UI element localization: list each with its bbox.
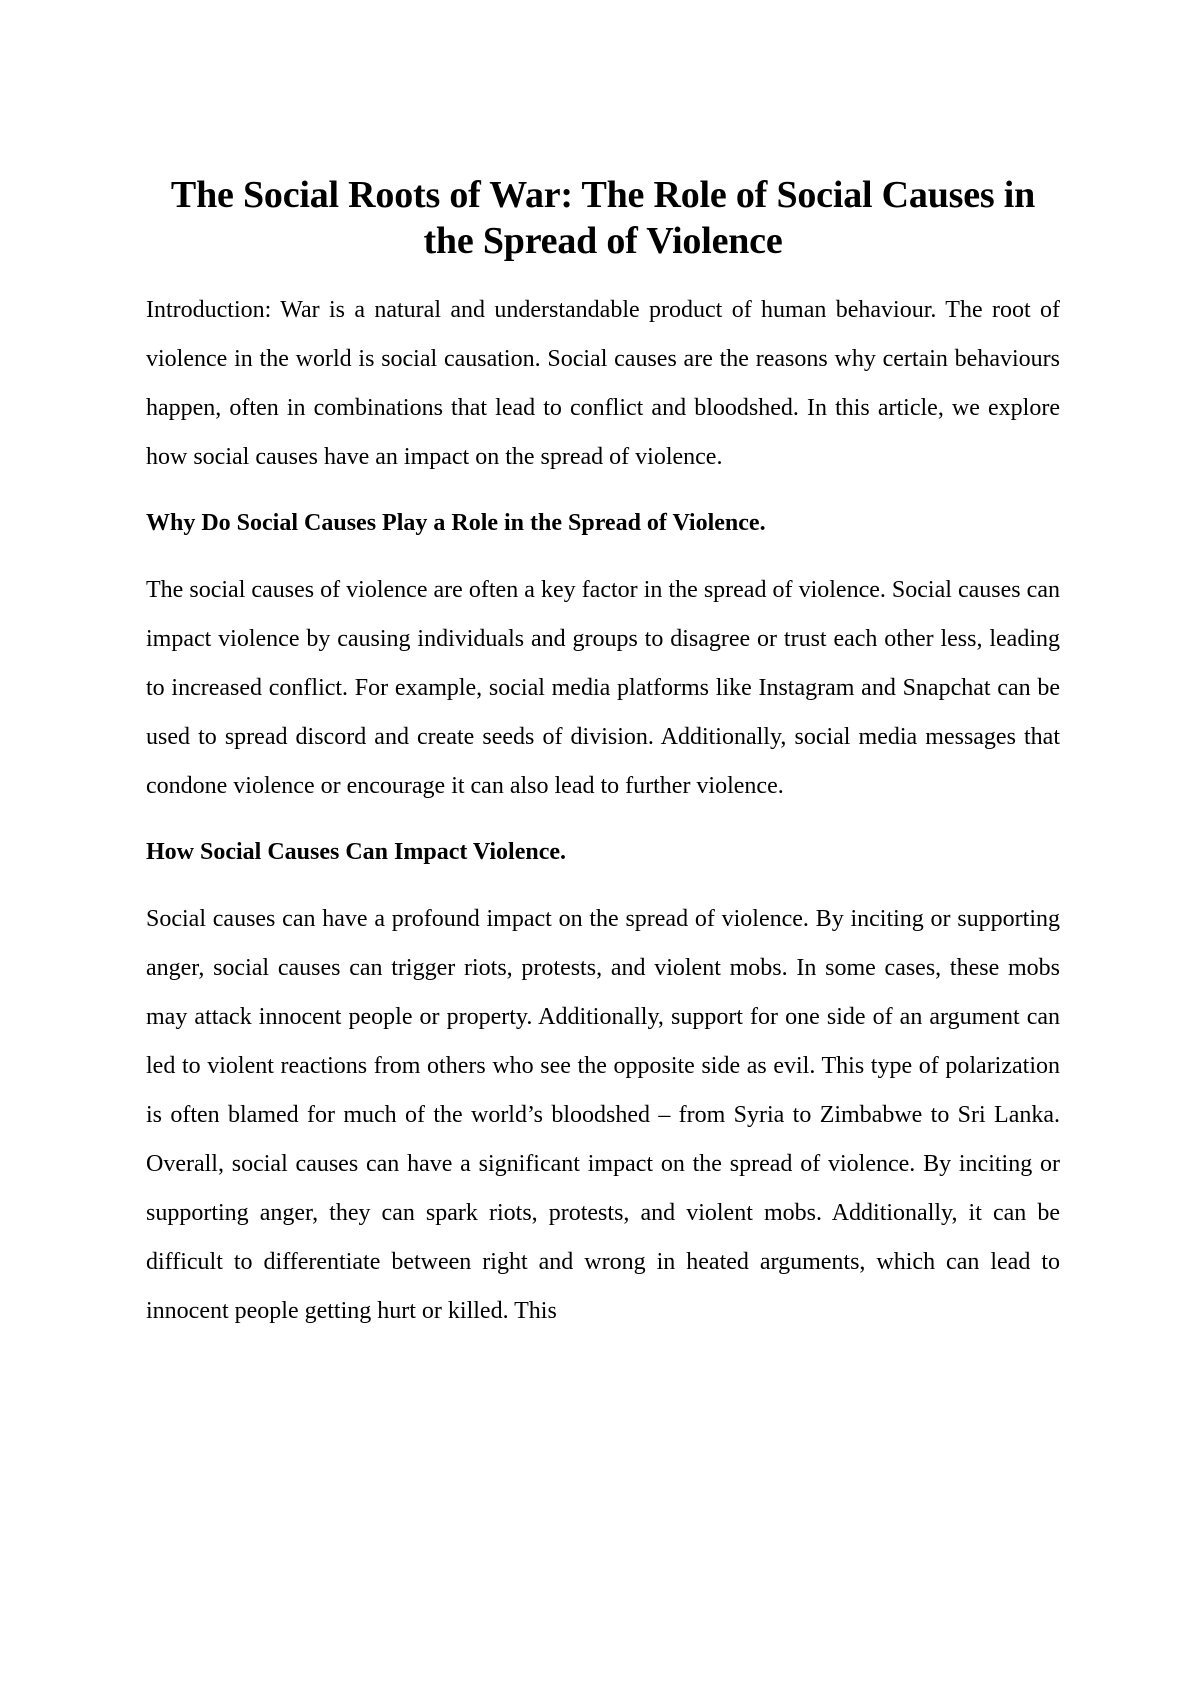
section-heading-how: How Social Causes Can Impact Violence. bbox=[146, 839, 566, 865]
section-heading-why: Why Do Social Causes Play a Role in the Spread of Violence. bbox=[146, 510, 766, 536]
section-paragraph-how: Social causes can have a profound impact on the spread of violence. By inciting or supporting anger, social causes can trigger riots, protests, and violent mobs. In some cases, these mobs may attack innocent people or property. Additionally, support for one side of an argument can led to violent reactions from others who see the opposite side as evil. This type of polarization is often blamed for much of the world’s bloodshed – from Syria to Zimbabwe to Sri Lanka. Overall, social causes can have a significant impact on the spread of violence. By inciting or supporting anger, they can spark riots, protests, and violent mobs. Additionally, it can be difficult to differentiate between right and wrong in heated arguments, which can lead to innocent people getting hurt or killed. This bbox=[146, 906, 1060, 1324]
document-title: The Social Roots of War: The Role of Social Causes in the Spread of Violence bbox=[170, 174, 1036, 262]
intro-paragraph: Introduction: War is a natural and understandable product of human behaviour. The root of violence in the world is social causation. Social causes are the reasons why certain behaviours happen, often in combinations that lead to conflict and bloodshed. In this article, we explore how social causes have an impact on the spread of violence. bbox=[146, 297, 1060, 470]
document-body bbox=[146, 172, 1060, 1336]
section-paragraph-why: The social causes of violence are often a key factor in the spread of violence. Social causes can impact violence by causing individuals and groups to disagree or trust each other less, leading to increased conflict. For example, social media platforms like Instagram and Snapchat can be used to spread discord and create seeds of division. Additionally, social media messages that condone violence or encourage it can also lead to further violence. bbox=[146, 577, 1060, 799]
